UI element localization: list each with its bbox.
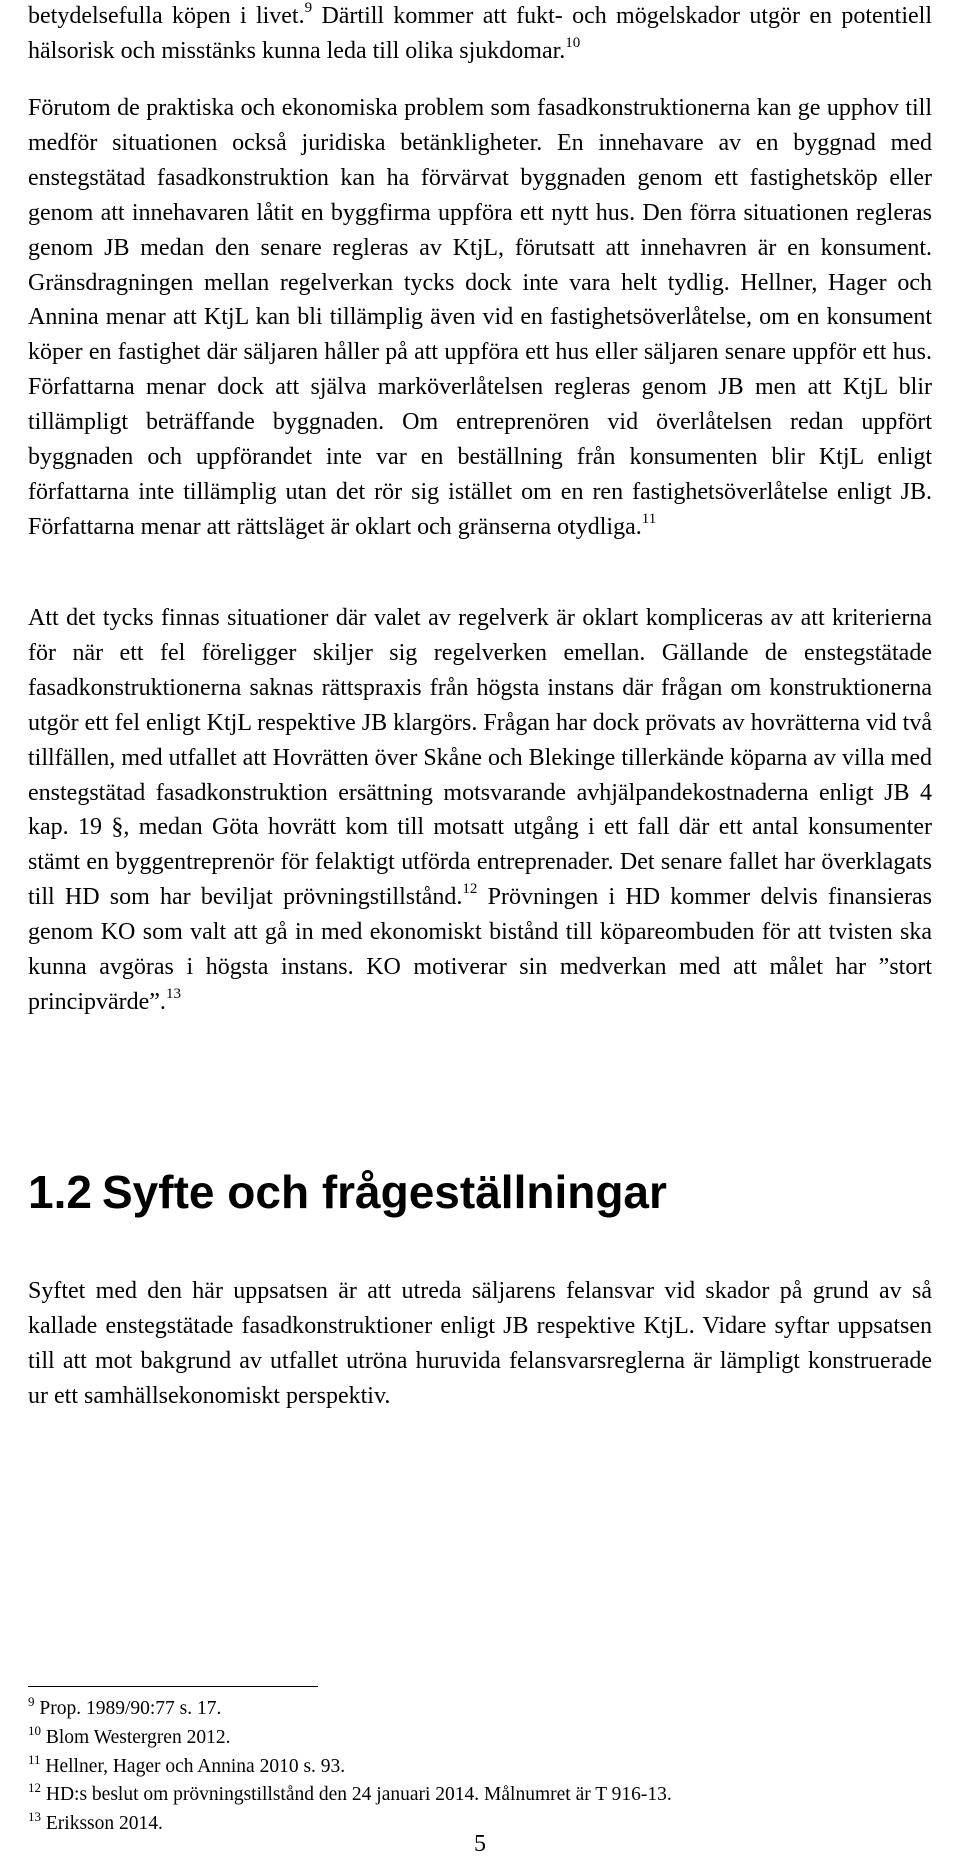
paragraph-text: betydelsefulla köpen i livet. xyxy=(28,3,305,29)
footnote-11 xyxy=(28,1753,932,1782)
paragraph-text: Förutom de praktiska och ekonomiska problem som fasadkonstruktionerna kan ge upphov till medför situationen också juridiska betänkligheter. En innehavare av en byggnad med enstegstätad fasadkonstruktion kan ha förvärvat byggnaden genom ett fastighetsköp eller genom att innehavaren låtit en byggfirma uppföra ett nytt hus. Den förra situationen regleras genom JB medan den senare regleras av KtjL, förutsatt att innehavren är en konsument. Gränsdragningen mellan regelverkan tycks dock inte vara helt tydlig. Hellner, Hager och Annina menar att KtjL kan bli tillämplig även vid en fastighetsöverlåtelse, om en konsument köper en fastighet där säljaren håller på att uppföra ett hus eller säljaren senare uppför ett hus. Författarna menar dock att själva marköverlåtelsen regleras genom JB men att KtjL blir tillämpligt beträffande byggnaden. Om entreprenören vid överlåtelsen redan uppfört byggnaden och uppförandet inte var en beställning från konsumenten blir KtjL enligt författarna inte tillämplig utan det rör sig istället om en ren fastighetsöverlåtelse enligt JB. Författarna menar att rättsläget är oklart och gränserna otydliga. xyxy=(28,95,932,540)
footnotes xyxy=(28,1695,932,1839)
footnote-number: 9 xyxy=(28,1694,35,1709)
paragraph-text: Prövningen i HD kommer delvis finansieras genom KO som valt att gå in med ekonomiskt bistånd till köpareombuden för att tvisten ska kunna avgöras i högsta instans. KO motiverar sin medverkan med att målet har ”stort principvärde”. xyxy=(28,884,932,1015)
paragraph-case-law xyxy=(28,601,932,1020)
footnote-number: 10 xyxy=(28,1722,41,1738)
footnote-ref-9[interactable]: 9 xyxy=(304,0,313,16)
footnote-ref-10[interactable]: 10 xyxy=(565,34,581,51)
footnote-ref-12[interactable]: 12 xyxy=(462,881,478,898)
footnote-number: 11 xyxy=(28,1751,41,1767)
footnote-text: Eriksson 2014. xyxy=(41,1813,163,1835)
footnote-ref-11[interactable]: 11 xyxy=(641,510,657,527)
paragraph-text: Att det tycks finnas situationer där valet av regelverk är oklart kompliceras av att kriterierna för när ett fel föreligger skiljer sig regelverken emellan. Gällande de enstegstätade fasadkonstruktionerna saknas rättspraxis från högsta instans där frågan om konstruktionerna utgör ett fel enligt KtjL respektive JB klargörs. Frågan har dock prövats av hovrätterna vid två tillfällen, med utfallet att Hovrätten över Skåne och Blekinge tillerkände köparna av villa med enstegstätad fasadkonstruktion ersättning motsvarande avhjälpandekostnaderna enligt JB 4 kap. 19 §, medan Göta hovrätt kom till motsatt utgång i ett fall där ett antal konsumenter stämt en byggentreprenör för felaktigt utförda entreprenader. Det senare fallet har överklagats till HD som har beviljat prövningstillstånd. xyxy=(28,605,932,911)
paragraph-text: Därtill kommer att fukt- och mögelskador utgör en potentiell hälsorisk och misstänks kunna leda till olika sjukdomar. xyxy=(28,3,932,64)
paragraph-purpose xyxy=(28,1274,932,1414)
footnote-9 xyxy=(28,1695,932,1724)
footnote-text: Prop. 1989/90:77 s. 17. xyxy=(34,1698,222,1719)
section-title: Syfte och frågeställningar xyxy=(102,1166,667,1218)
footnote-12 xyxy=(28,1781,932,1810)
paragraph-text: Syftet med den här uppsatsen är att utreda säljarens felansvar vid skador på grund av så kallade enstegstätade fasadkonstruktioner enligt JB respektive KtjL. Vidare syftar uppsatsen till att mot bakgrund av utfallet utröna huruvida felansvarsreglerna är lämpligt konstruerade ur ett samhällsekonomiskt perspektiv. xyxy=(28,1278,932,1409)
footnote-number: 12 xyxy=(28,1780,41,1796)
page-number: 5 xyxy=(474,1831,486,1857)
section-number: 1.2 xyxy=(28,1166,92,1218)
footnote-text: Blom Westergren 2012. xyxy=(41,1726,231,1748)
footnote-divider xyxy=(28,1686,318,1687)
paragraph-legal-concerns xyxy=(28,91,932,545)
footnote-10 xyxy=(28,1724,932,1753)
footnote-ref-13[interactable]: 13 xyxy=(165,985,181,1002)
footnote-text: HD:s beslut om prövningstillstånd den 24 januari 2014. Målnumret är T 916-13. xyxy=(41,1784,672,1806)
footnote-text: Hellner, Hager och Annina 2010 s. 93. xyxy=(40,1755,346,1777)
footnote-number: 13 xyxy=(28,1809,41,1825)
paragraph-health-risk xyxy=(28,0,932,69)
section-heading xyxy=(28,1162,667,1222)
